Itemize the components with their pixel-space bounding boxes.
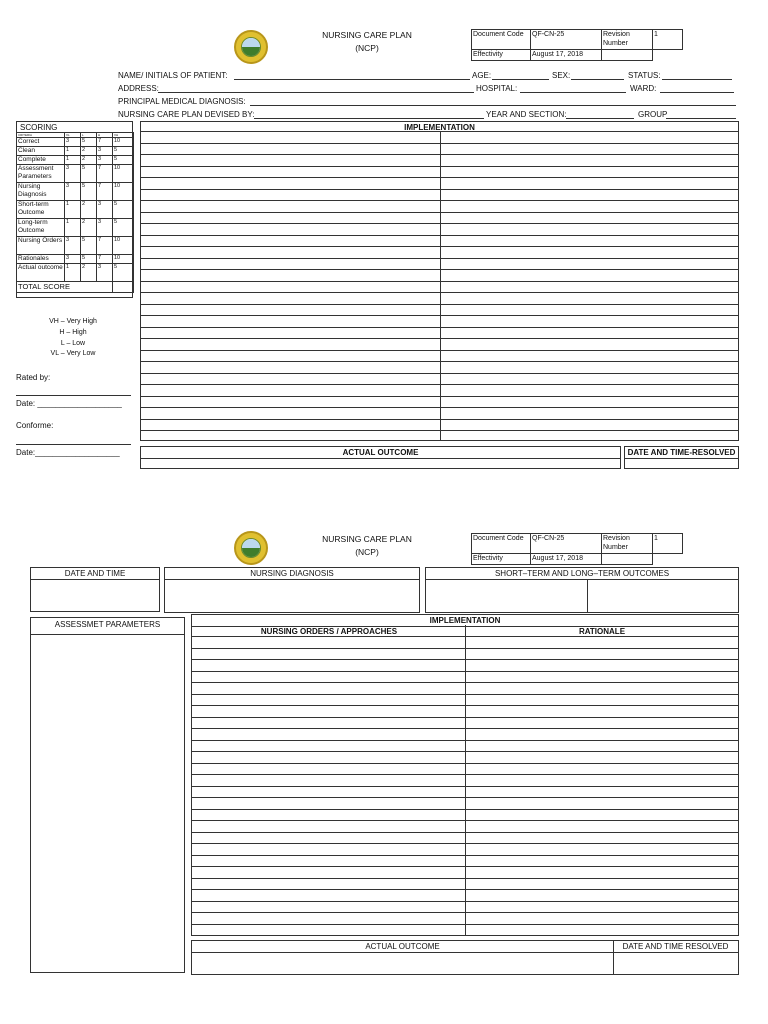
form-subtitle-2: (NCP) [355, 547, 379, 557]
scoring-criterion: Actual outcome [17, 264, 65, 282]
scoring-value: 1 [65, 219, 81, 237]
scoring-value: 3 [65, 255, 81, 264]
legend-vh: VH – Very High [49, 318, 97, 325]
scoring-row [17, 183, 134, 201]
school-seal-logo-2 [234, 531, 268, 565]
scoring-value: 3 [65, 237, 81, 255]
scoring-value: 3 [97, 147, 113, 156]
scoring-value: 10 [113, 138, 134, 147]
scoring-criterion: Nursing Orders [17, 237, 65, 255]
school-seal-logo [234, 30, 268, 64]
scoring-value: 10 [113, 237, 134, 255]
conforme-label: Conforme: [16, 421, 54, 430]
document-code-label-2: Document Code [472, 534, 531, 554]
assessment-parameters-label: ASSESSMET PARAMETERS [54, 620, 161, 629]
actual-outcome-box[interactable] [140, 446, 621, 469]
document-code-value-2: QF-CN-25 [531, 534, 602, 554]
scoring-value: 7 [97, 138, 113, 147]
nursing-orders-header: NURSING ORDERS / APPROACHES [260, 627, 398, 636]
scoring-row [17, 147, 134, 156]
revision-label-2: Revision Number [602, 534, 653, 554]
implementation-title: IMPLEMENTATION [404, 123, 475, 132]
scoring-criterion: Nursing Diagnosis [17, 183, 65, 201]
rated-by-label: Rated by: [16, 373, 51, 382]
effectivity-label: Effectivity [472, 50, 531, 61]
effectivity-value: August 17, 2018 [531, 50, 602, 61]
form-title-2: NURSING CARE PLAN [322, 534, 412, 544]
scoring-header-cell: L [81, 133, 97, 138]
scoring-header-cell: H [97, 133, 113, 138]
scoring-value: 2 [81, 147, 97, 156]
sex-label: SEX: [552, 71, 571, 80]
scoring-value: 2 [81, 264, 97, 282]
scoring-grid [16, 132, 134, 293]
sex-line[interactable] [571, 79, 624, 80]
date-field-2[interactable]: Date:___________________ [16, 448, 120, 457]
group-line[interactable] [666, 118, 736, 119]
scoring-value: 7 [97, 165, 113, 183]
hospital-line[interactable] [520, 92, 626, 93]
actual-outcome-label: ACTUAL OUTCOME [342, 448, 419, 457]
diagnosis-line[interactable] [250, 105, 736, 106]
scoring-row [17, 201, 134, 219]
scoring-header-cell: CRITERIA [17, 133, 65, 138]
age-label: AGE: [472, 71, 492, 80]
address-label: ADDRESS: [118, 84, 159, 93]
group-label: GROUP [638, 110, 668, 119]
scoring-value: 2 [81, 156, 97, 165]
outcomes-box[interactable] [425, 567, 739, 613]
effectivity-value-2: August 17, 2018 [531, 554, 602, 565]
devised-by-label: NURSING CARE PLAN DEVISED BY: [118, 110, 255, 119]
year-section-line[interactable] [566, 118, 634, 119]
revision-label: Revision Number [602, 30, 653, 50]
scoring-criterion: Clean [17, 147, 65, 156]
assessment-parameters-box[interactable] [30, 617, 185, 973]
total-score-label: TOTAL SCORE [17, 282, 113, 293]
age-line[interactable] [492, 79, 549, 80]
scoring-value: 10 [113, 255, 134, 264]
scoring-value: 1 [65, 264, 81, 282]
devised-by-line[interactable] [254, 118, 484, 119]
revision-value: 1 [653, 30, 683, 50]
scoring-row [17, 237, 134, 255]
status-label: STATUS: [628, 71, 661, 80]
outcomes-label: SHORT–TERM AND LONG–TERM OUTCOMES [494, 569, 670, 578]
date-time-resolved-label: DATE AND TIME-RESOLVED [627, 448, 736, 457]
legend-h: H – High [59, 329, 87, 336]
scoring-value: 3 [65, 183, 81, 201]
rationale-header: RATIONALE [578, 627, 626, 636]
conforme-signature-line[interactable] [16, 444, 131, 445]
year-section-label: YEAR AND SECTION: [486, 110, 567, 119]
scoring-value: 5 [81, 183, 97, 201]
implementation-divider [440, 131, 441, 441]
scoring-value: 10 [113, 183, 134, 201]
scoring-value: 5 [81, 165, 97, 183]
status-line[interactable] [662, 79, 732, 80]
diagnosis-label: PRINCIPAL MEDICAL DIAGNOSIS: [118, 97, 246, 106]
scoring-value: 5 [113, 264, 134, 282]
revision-value-2: 1 [653, 534, 683, 554]
date-field-1[interactable]: Date: ___________________ [16, 399, 122, 408]
scoring-value: 3 [65, 138, 81, 147]
document-code-label: Document Code [472, 30, 531, 50]
legend-l: L – Low [60, 340, 86, 347]
scoring-value: 5 [113, 201, 134, 219]
date-and-time-label: DATE AND TIME [64, 569, 126, 578]
scoring-value: 5 [81, 255, 97, 264]
scoring-value: 1 [65, 147, 81, 156]
scoring-criterion: Short-term Outcome [17, 201, 65, 219]
scoring-value: 10 [113, 165, 134, 183]
scoring-criterion: Complete [17, 156, 65, 165]
scoring-value: 7 [97, 255, 113, 264]
scoring-criterion: Assessment Parameters [17, 165, 65, 183]
scoring-value: 5 [113, 219, 134, 237]
hospital-label: HOSPITAL: [476, 84, 518, 93]
scoring-title: SCORING [20, 123, 58, 132]
scoring-value: 1 [65, 156, 81, 165]
total-score-cell[interactable] [113, 282, 134, 293]
scoring-criterion: Rationales [17, 255, 65, 264]
scoring-criterion: Long-term Outcome [17, 219, 65, 237]
scoring-value: 1 [65, 201, 81, 219]
date-time-resolved-box[interactable] [624, 446, 739, 469]
scoring-value: 2 [81, 201, 97, 219]
scoring-row [17, 165, 134, 183]
rated-by-signature-line[interactable] [16, 395, 131, 396]
scoring-value: 5 [81, 138, 97, 147]
scoring-value: 3 [97, 219, 113, 237]
scoring-row [17, 138, 134, 147]
scoring-row [17, 264, 134, 282]
date-time-resolved-label-2: DATE AND TIME RESOLVED [622, 942, 729, 951]
scoring-header-cell: VH [113, 133, 134, 138]
nursing-diagnosis-label: NURSING DIAGNOSIS [250, 569, 334, 578]
scoring-criterion: Correct [17, 138, 65, 147]
scoring-value: 5 [113, 147, 134, 156]
scoring-value: 3 [97, 201, 113, 219]
scoring-value: 7 [97, 183, 113, 201]
scoring-row [17, 156, 134, 165]
scoring-header-cell: VL [65, 133, 81, 138]
scoring-row [17, 255, 134, 264]
form-title: NURSING CARE PLAN [322, 30, 412, 40]
date-and-time-box[interactable] [30, 567, 160, 612]
scoring-row [17, 219, 134, 237]
scoring-value: 3 [65, 165, 81, 183]
legend-vl: VL – Very Low [50, 350, 96, 357]
ward-line[interactable] [660, 92, 734, 93]
patient-name-label: NAME/ INITIALS OF PATIENT: [118, 71, 228, 80]
scoring-value: 5 [113, 156, 134, 165]
scoring-value: 7 [97, 237, 113, 255]
implementation-title-2: IMPLEMENTATION [429, 616, 501, 625]
scoring-value: 5 [81, 237, 97, 255]
document-info-box [471, 29, 683, 61]
form-subtitle: (NCP) [355, 43, 379, 53]
patient-name-line[interactable] [234, 79, 470, 80]
scoring-value: 3 [97, 156, 113, 165]
scoring-value: 3 [97, 264, 113, 282]
scoring-value: 2 [81, 219, 97, 237]
document-code-value: QF-CN-25 [531, 30, 602, 50]
effectivity-label-2: Effectivity [472, 554, 531, 565]
address-line[interactable] [158, 92, 474, 93]
ward-label: WARD: [630, 84, 657, 93]
actual-outcome-label-2: ACTUAL OUTCOME [365, 942, 440, 951]
nursing-diagnosis-box[interactable] [164, 567, 420, 613]
actual-outcome-box-2[interactable] [191, 940, 739, 975]
document-info-box-2 [471, 533, 683, 565]
implementation-divider-2 [465, 625, 466, 936]
